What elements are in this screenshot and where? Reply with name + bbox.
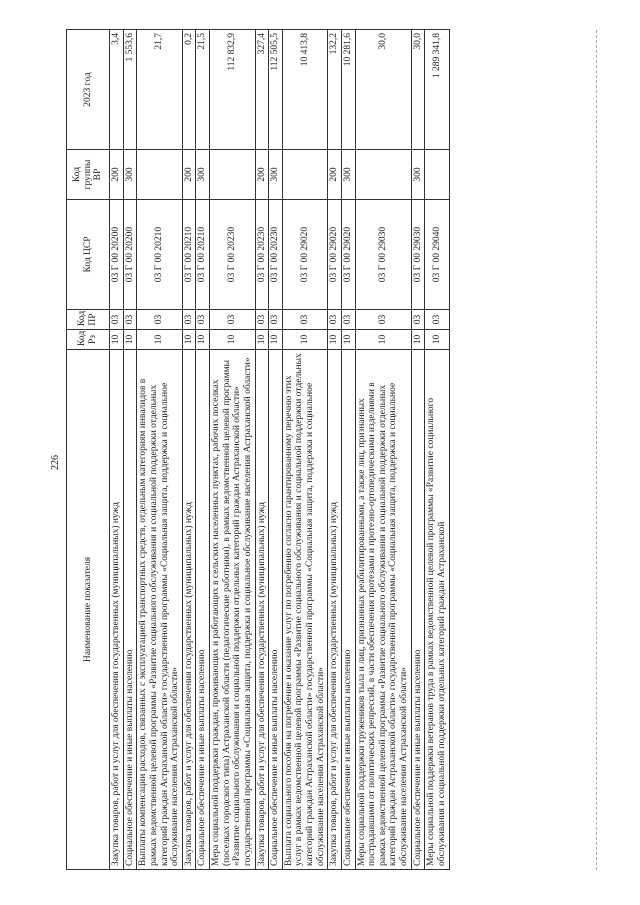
indicator-name: Выплаты компенсации расходов, связанных с эксплуатацией транспортных средств, отдельным категориям инвалидов в рамках ведомственной целевой программы «Развитие социального обслуживания и социальной поддержки отдельных категорий граждан Астраханской области» государственной программы «Социальная защита, поддержка и социальное обслуживание населения Астраханской области» [137, 350, 183, 870]
indicator-name: Социальное обеспечение и иные выплаты населению [196, 350, 210, 870]
header-csr: Код ЦСР [67, 200, 110, 310]
table-row [110, 30, 124, 870]
code-vr [282, 150, 328, 200]
code-pr: 03 [137, 310, 183, 330]
indicator-name: Социальное обеспечение и иные выплаты населению [341, 350, 355, 870]
table-row [341, 30, 355, 870]
code-vr: 300 [269, 150, 283, 200]
table-row [355, 30, 411, 870]
amount-2023: 30,0 [355, 30, 411, 150]
code-csr: 03 Г 00 20210 [137, 200, 183, 310]
page-number: 226 [50, 455, 61, 470]
code-vr: 200 [110, 150, 124, 200]
code-rz: 10 [182, 330, 196, 350]
code-vr [137, 150, 183, 200]
amount-2023: 30,0 [411, 30, 425, 150]
code-rz: 10 [328, 330, 342, 350]
header-name: Наименование показателя [67, 350, 110, 870]
code-pr: 03 [255, 310, 269, 330]
indicator-name: Закупка товаров, работ и услуг для обеспечения государственных (муниципальных) нужд [328, 350, 342, 870]
header-vr: Код группы ВР [67, 150, 110, 200]
code-rz: 10 [255, 330, 269, 350]
code-rz: 10 [210, 330, 256, 350]
amount-2023: 10 413,8 [282, 30, 328, 150]
code-csr: 03 Г 00 20230 [269, 200, 283, 310]
table-row [282, 30, 328, 870]
indicator-name: Социальное обеспечение и иные выплаты населению [123, 350, 137, 870]
indicator-name: Меры социальной поддержки тружеников тыла и лиц, признанных реабилитированными, а также лиц, признанных пострадавшими от политических репрессий, в части обеспечения протезами и протезно-ортопедическими изделиями в рамках ведомственной целевой программы «Развитие социального обслуживания и социальной поддержки отдельных категорий граждан Астраханской области» государственной программы «Социальная защита, поддержка и социальное обслуживание населения Астраханской области» [355, 350, 411, 870]
table-header-row [67, 30, 110, 870]
code-pr: 03 [110, 310, 124, 330]
code-pr: 03 [182, 310, 196, 330]
indicator-name: Социальное обеспечение и иные выплаты населению [411, 350, 425, 870]
indicator-name: Социальное обеспечение и иные выплаты населению [269, 350, 283, 870]
table-row [210, 30, 256, 870]
header-2023: 2023 год [67, 30, 110, 150]
indicator-name: Закупка товаров, работ и услуг для обеспечения государственных (муниципальных) нужд [255, 350, 269, 870]
code-vr: 300 [341, 150, 355, 200]
code-csr: 03 Г 00 20230 [210, 200, 256, 310]
amount-2023: 327,4 [255, 30, 269, 150]
table-row [255, 30, 269, 870]
code-rz: 10 [282, 330, 328, 350]
amount-2023: 1 289 341,8 [425, 30, 449, 150]
indicator-name: Закупка товаров, работ и услуг для обеспечения государственных (муниципальных) нужд [110, 350, 124, 870]
code-rz: 10 [123, 330, 137, 350]
code-csr: 03 Г 00 29020 [341, 200, 355, 310]
code-csr: 03 Г 00 29040 [425, 200, 449, 310]
table-row [328, 30, 342, 870]
code-pr: 03 [269, 310, 283, 330]
header-pr: Код ПР [67, 310, 110, 330]
code-vr: 300 [411, 150, 425, 200]
code-csr: 03 Г 00 29020 [282, 200, 328, 310]
code-vr: 200 [328, 150, 342, 200]
code-csr: 03 Г 00 29020 [328, 200, 342, 310]
code-pr: 03 [341, 310, 355, 330]
code-vr [355, 150, 411, 200]
code-pr: 03 [210, 310, 256, 330]
code-rz: 10 [110, 330, 124, 350]
indicator-name: Меры социальной поддержки ветеранов труда в рамках ведомственной целевой программы «Развитие социального обслуживания и социальной поддержки отдельных категорий граждан Астраханской [425, 350, 449, 870]
code-rz: 10 [269, 330, 283, 350]
code-csr: 03 Г 00 20230 [255, 200, 269, 310]
code-rz: 10 [411, 330, 425, 350]
amount-2023: 21,7 [137, 30, 183, 150]
table-row [137, 30, 183, 870]
code-pr: 03 [196, 310, 210, 330]
code-rz: 10 [341, 330, 355, 350]
amount-2023: 1 553,6 [123, 30, 137, 150]
indicator-name: Мера социальной поддержки граждан, проживающих и работающих в сельских населенных пунктах, рабочих поселках (поселках городского типа) Астраханской области (педагогические работники), в рамках ведомственной целевой программы «Развитие социального обслуживания и социальной поддержки отдельных категорий граждан Астраханской области» государственной программы «Социальная защита, поддержка и социальное обслуживание населения Астраханской области» [210, 350, 256, 870]
amount-2023: 10 281,6 [341, 30, 355, 150]
code-csr: 03 Г 00 20210 [182, 200, 196, 310]
code-vr: 200 [182, 150, 196, 200]
rotated-page-content [48, 30, 608, 870]
indicator-name: Выплата социального пособия на погребение и оказание услуг по погребению согласно гарантированному перечню этих услуг в рамках ведомственной целевой программы «Развитие социального обслуживания и социальной поддержки отдельных категорий граждан Астраханской области» государственной программы «Социальная защита, поддержка и социальное обслуживание населения Астраханской области» [282, 350, 328, 870]
code-pr: 03 [123, 310, 137, 330]
table-row [269, 30, 283, 870]
code-vr [210, 150, 256, 200]
table-row [425, 30, 449, 870]
code-rz: 10 [137, 330, 183, 350]
code-csr: 03 Г 00 29030 [411, 200, 425, 310]
header-rz: Код Рз [67, 330, 110, 350]
table-row [182, 30, 196, 870]
code-pr: 03 [411, 310, 425, 330]
code-vr [425, 150, 449, 200]
code-vr: 200 [255, 150, 269, 200]
indicator-name: Закупка товаров, работ и услуг для обеспечения государственных (муниципальных) нужд [182, 350, 196, 870]
code-pr: 03 [425, 310, 449, 330]
table-row [123, 30, 137, 870]
amount-2023: 0,2 [182, 30, 196, 150]
budget-table [66, 29, 450, 870]
amount-2023: 21,5 [196, 30, 210, 150]
code-pr: 03 [355, 310, 411, 330]
code-vr: 300 [196, 150, 210, 200]
amount-2023: 3,4 [110, 30, 124, 150]
amount-2023: 112 505,5 [269, 30, 283, 150]
code-csr: 03 Г 00 20200 [110, 200, 124, 310]
page-edge-line [596, 30, 597, 870]
code-csr: 03 Г 00 29030 [355, 200, 411, 310]
code-csr: 03 Г 00 20210 [196, 200, 210, 310]
table-row [411, 30, 425, 870]
amount-2023: 112 832,9 [210, 30, 256, 150]
code-pr: 03 [328, 310, 342, 330]
code-rz: 10 [425, 330, 449, 350]
code-rz: 10 [355, 330, 411, 350]
amount-2023: 132,2 [328, 30, 342, 150]
code-rz: 10 [196, 330, 210, 350]
code-vr: 300 [123, 150, 137, 200]
table-row [196, 30, 210, 870]
code-pr: 03 [282, 310, 328, 330]
code-csr: 03 Г 00 20200 [123, 200, 137, 310]
